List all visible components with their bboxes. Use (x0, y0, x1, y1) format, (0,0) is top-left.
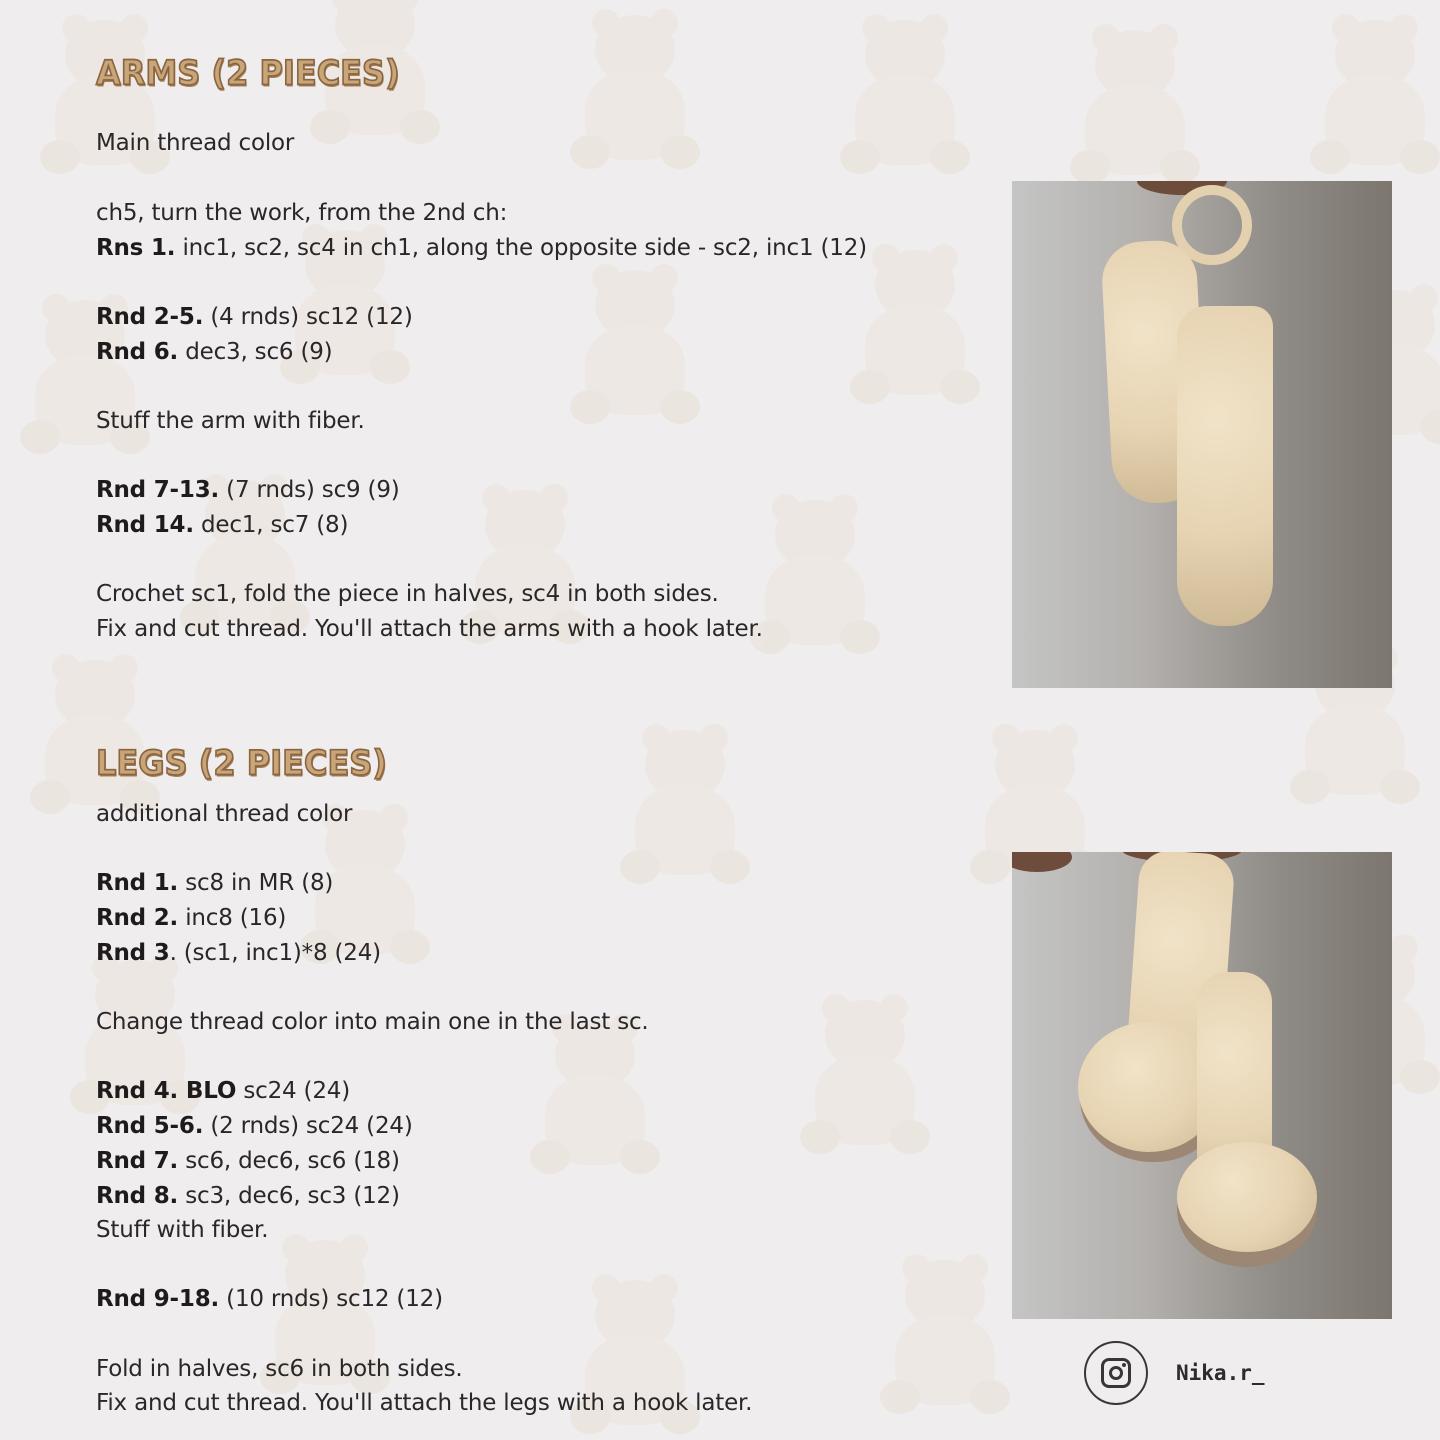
legs-step (96, 1146, 400, 1176)
step-label: Rnd 1. (96, 870, 179, 896)
step-text: (4 rnds) sc12 (12) (203, 304, 413, 330)
leg-foot (1177, 1142, 1317, 1252)
legs-step (96, 1388, 752, 1418)
step-text: sc3, dec6, sc3 (12) (178, 1183, 400, 1209)
step-text: ch5, turn the work, from the 2nd ch: (96, 200, 508, 226)
step-label: Rnd 6. (96, 339, 179, 365)
legs-photo (1012, 852, 1392, 1319)
step-text: inc1, sc2, sc4 in ch1, along the opposite side - sc2, inc1 (12) (175, 235, 867, 261)
step-text: (2 rnds) sc24 (24) (203, 1113, 413, 1139)
instagram-handle[interactable]: Nika.r_ (1176, 1361, 1265, 1385)
arms-heading: ARMS (2 PIECES) (96, 53, 400, 93)
step-label: Rnd 2. (96, 905, 179, 931)
legs-step (96, 1284, 443, 1314)
camera-lens (1109, 1366, 1123, 1380)
step-text: (7 rnds) sc9 (9) (219, 477, 400, 503)
arms-step (96, 406, 365, 436)
legs-step (96, 1007, 649, 1037)
arms-step (96, 614, 763, 644)
legs-heading: LEGS (2 PIECES) (96, 743, 387, 783)
step-label: Rnd 5-6. (96, 1113, 204, 1139)
legs-step (96, 1354, 463, 1384)
arms-step (96, 337, 332, 367)
arm-piece (1177, 306, 1273, 626)
arms-thread-note: Main thread color (96, 130, 295, 156)
arms-step (96, 510, 348, 540)
step-text: Fold in halves, sc6 in both sides. (96, 1356, 463, 1382)
legs-step (96, 1181, 400, 1211)
step-label: Rnd 3 (96, 940, 170, 966)
step-text: dec1, sc7 (8) (193, 512, 349, 538)
hand (1012, 852, 1072, 872)
arms-step (96, 302, 413, 332)
step-label: Rnd 7. (96, 1148, 179, 1174)
social-credit (1084, 1341, 1265, 1405)
instagram-icon[interactable] (1084, 1341, 1148, 1405)
step-text: sc24 (24) (236, 1078, 350, 1104)
legs-step (96, 938, 381, 968)
step-text: (10 rnds) sc12 (12) (219, 1286, 443, 1312)
step-label: Rnd 4. BLO (96, 1078, 237, 1104)
arms-photo (1012, 181, 1392, 688)
arms-step (96, 475, 400, 505)
legs-step (96, 903, 286, 933)
step-label: Rnd 9-18. (96, 1286, 220, 1312)
step-label: Rnd 7-13. (96, 477, 220, 503)
step-text: sc6, dec6, sc6 (18) (178, 1148, 400, 1174)
legs-thread-note: additional thread color (96, 801, 353, 827)
step-text: Crochet sc1, fold the piece in halves, sc4 in both sides. (96, 581, 719, 607)
step-text: . (sc1, inc1)*8 (24) (169, 940, 381, 966)
legs-step (96, 1215, 268, 1245)
step-label: Rnd 8. (96, 1183, 179, 1209)
step-text: Stuff the arm with fiber. (96, 408, 365, 434)
step-text: sc8 in MR (8) (178, 870, 334, 896)
step-label: Rns 1. (96, 235, 176, 261)
camera-glyph (1101, 1358, 1131, 1388)
step-text: Change thread color into main one in the last sc. (96, 1009, 649, 1035)
arms-step (96, 233, 867, 263)
legs-step (96, 868, 333, 898)
step-label: Rnd 14. (96, 512, 194, 538)
camera-flash-dot (1122, 1363, 1126, 1367)
step-label: Rnd 2-5. (96, 304, 204, 330)
step-text: Fix and cut thread. You'll attach the legs with a hook later. (96, 1390, 753, 1416)
step-text: Fix and cut thread. You'll attach the arms with a hook later. (96, 616, 763, 642)
arms-step (96, 579, 719, 609)
step-text: Stuff with fiber. (96, 1217, 269, 1243)
legs-step (96, 1111, 413, 1141)
arms-step (96, 198, 507, 228)
step-text: dec3, sc6 (9) (178, 339, 333, 365)
legs-step (96, 1076, 350, 1106)
step-text: inc8 (16) (178, 905, 287, 931)
